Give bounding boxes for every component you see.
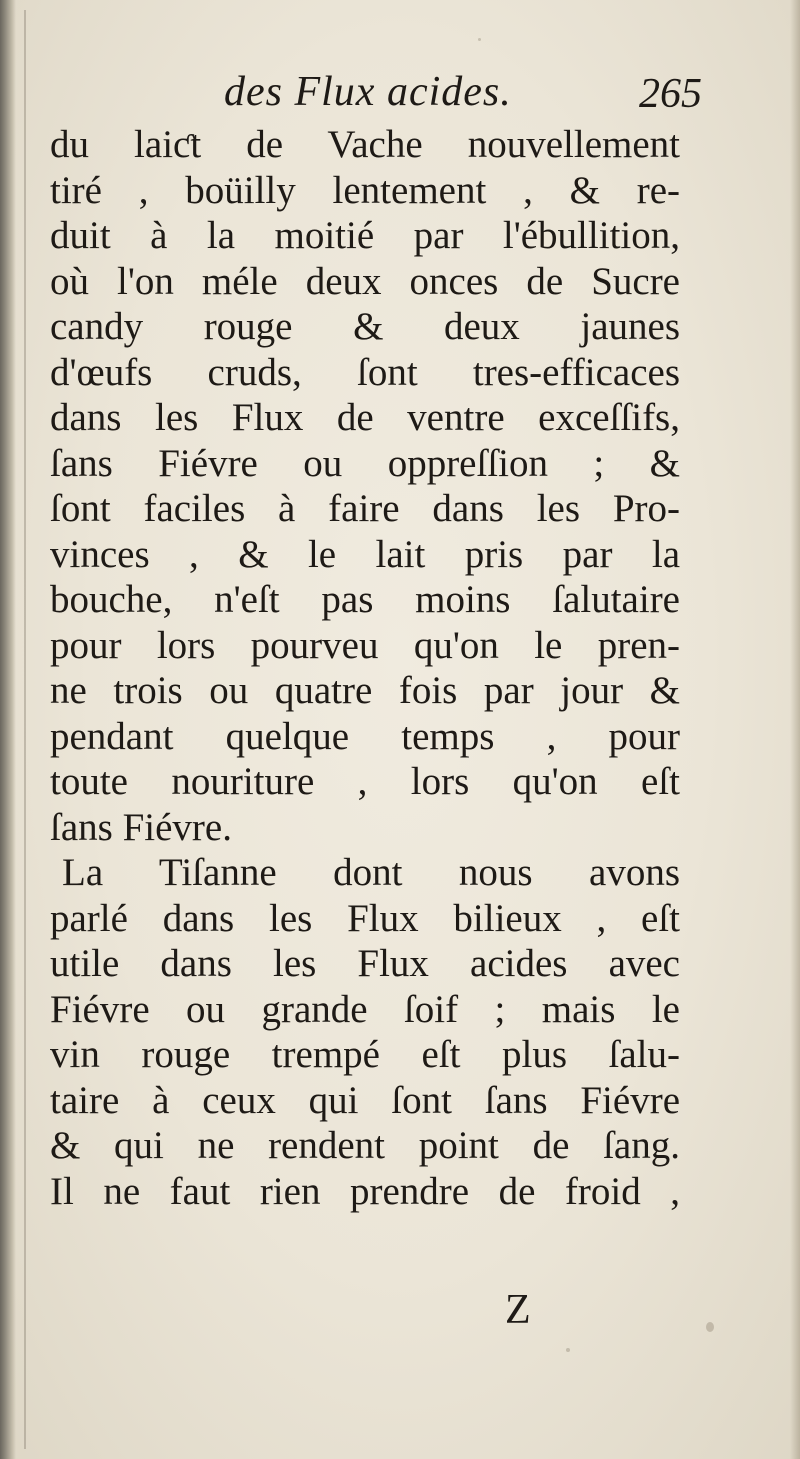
running-title: des Flux acides. xyxy=(224,69,512,115)
paragraph-start-line: La Tiſanne dont nous avons xyxy=(62,851,680,894)
page-edge xyxy=(790,0,800,1459)
text-line: utile dans les Flux acides avec xyxy=(50,942,680,985)
text-line: Fiévre ou grande ſoif ; mais le xyxy=(50,987,680,1031)
text-line: ne trois ou quatre fois par jour & xyxy=(50,669,680,712)
running-head xyxy=(50,68,710,124)
gutter-shadow-line xyxy=(24,10,26,1449)
paper-speck xyxy=(478,38,481,41)
paper-speck xyxy=(566,1348,570,1352)
text-line: vin rouge trempé eſt plus ſalu- xyxy=(50,1033,680,1076)
text-line: candy rouge & deux jaunes xyxy=(50,305,680,348)
body-text xyxy=(50,122,680,1214)
text-line: vinces , & le lait pris par la xyxy=(50,532,680,576)
text-line: dans les Flux de ventre exceſſifs, xyxy=(50,396,680,439)
text-line: bouche, n'eſt pas moins ſalutaire xyxy=(50,578,680,621)
binding-gutter xyxy=(0,0,16,1459)
text-line: pendant quelque temps , pour xyxy=(50,714,680,758)
text-line: du laiƈt de Vache nouvellement xyxy=(50,123,680,166)
text-line: ſans Fiévre. xyxy=(50,805,232,849)
text-line: où l'on méle deux onces de Sucre xyxy=(50,259,680,303)
text-line: toute nouriture , lors qu'on eſt xyxy=(50,760,680,803)
signature-mark: Z xyxy=(505,1287,531,1333)
text-line: tiré , boüilly lentement , & re- xyxy=(50,168,680,212)
text-line: duit à la moitié par l'ébullition, xyxy=(50,214,680,257)
text-line: & qui ne rendent point de ſang. xyxy=(50,1124,680,1167)
page-number: 265 xyxy=(639,71,702,117)
text-line: parlé dans les Flux bilieux , eſt xyxy=(50,896,680,940)
text-line: pour lors pourveu qu'on le pren- xyxy=(50,623,680,667)
text-line: ſans Fiévre ou oppreſſion ; & xyxy=(50,441,680,485)
text-line: Il ne faut rien prendre de froid , xyxy=(50,1169,680,1213)
text-line: ſont faciles à faire dans les Pro- xyxy=(50,487,680,530)
text-line: d'œufs cruds, ſont tres-efficaces xyxy=(50,350,680,394)
text-line: taire à ceux qui ſont ſans Fiévre xyxy=(50,1078,680,1122)
paper-speck xyxy=(706,1322,714,1332)
